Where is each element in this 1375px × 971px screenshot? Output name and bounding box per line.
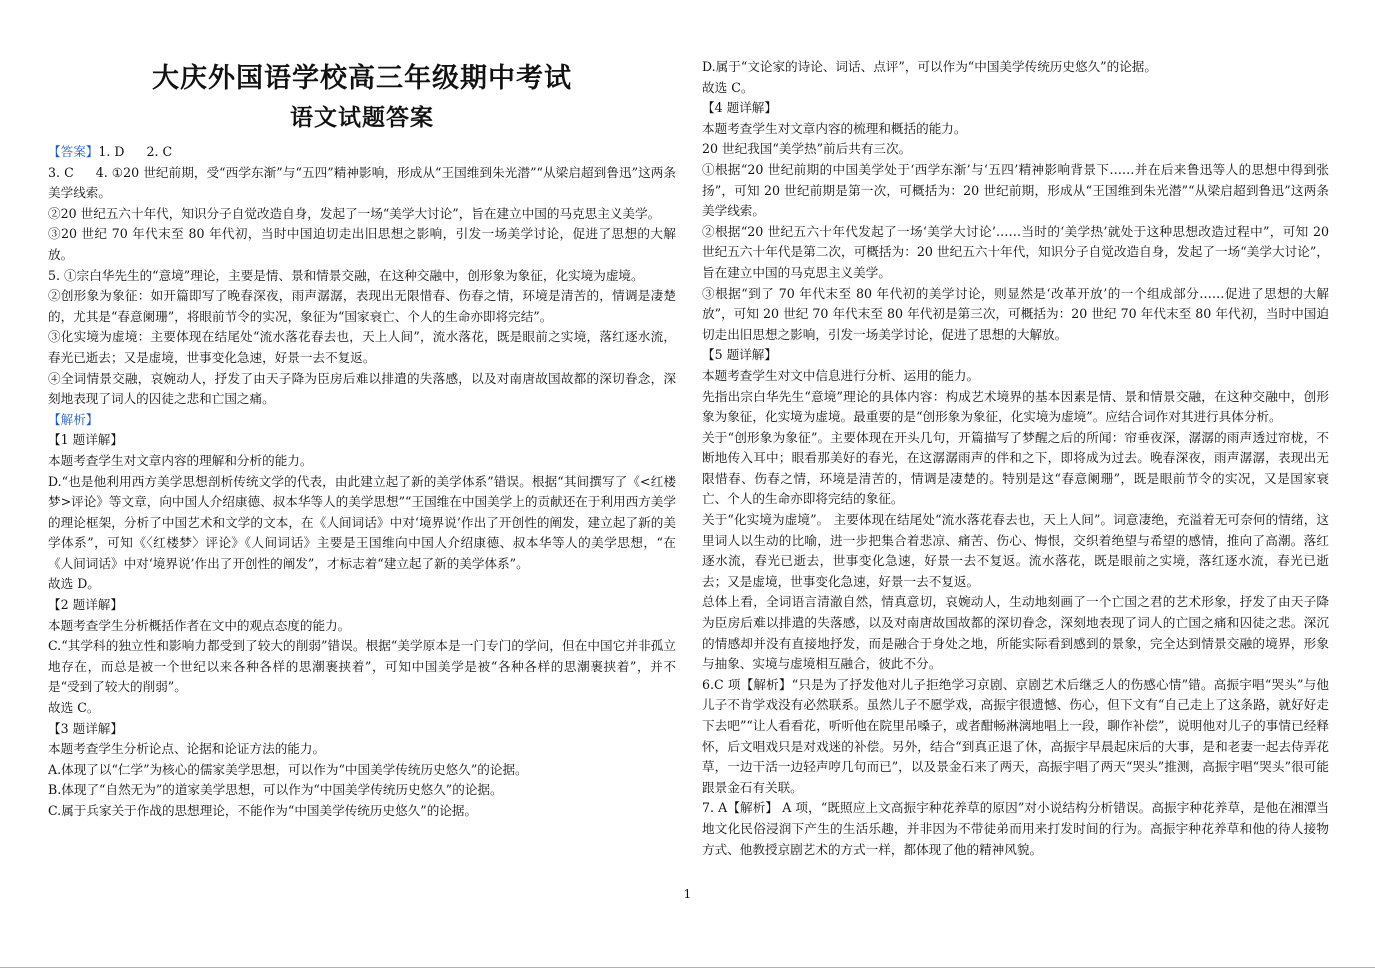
- page-bottom-divider: [0, 967, 1375, 968]
- q6-analysis: 6.C 项【解析】“只是为了抒发他对儿子拒绝学习京剧、京剧艺术后继乏人的伤感心情”错。高振宇唱“哭头”与他儿子不肯学戏没有必然联系。虽然儿子不愿学戏，高振宇很遗憾、伤心，但下文有“自己走上了这条路，就好好走下去吧”“让人看看花，听听他在院里吊嗓子，或者酣畅淋漓地唱上一段，聊作补偿”，说明他对儿子的事情已经释怀，后文唱戏只是对戏迷的补偿。另外，结合“到真正退了休，高振宇早晨起床后的大事，是和老妻一起去侍弄花草，一边干活一边轻声哼几句而已”，以及景金石来了两天，高振宇唱了两天“哭头”推测，高振宇唱“哭头”很可能跟景金石有关联。: [702, 676, 1329, 795]
- q4-heading: 【4 题详解】: [702, 100, 777, 116]
- answer-q5-4: ④全词情景交融，哀婉动人，抒发了由天子降为臣房后难以排遣的失落感，以及对南唐故国故都的深切眷念，深刻地表现了词人的囚徒之悲和亡国之痛。: [48, 370, 676, 407]
- q5-para-5: 总体上看，全词语言清澈自然，情真意切，哀婉动人，生动地刻画了一个亡国之君的艺术形象，抒发了由天子降为臣房后难以排遣的失落感，以及对南唐故国故都的深切眷念，深刻地表现了词人的亡国之痛和囚徒之悲。深沉的情感却并没有直接地抒发，而是融合于身处之地，所能实际看到感到的景象，完全达到情景交融的境界，形象与抽象、实境与虚境相互融合，彼此不分。: [702, 594, 1329, 672]
- right-column: [702, 57, 1329, 860]
- answer-q4-1: 4. ①20 世纪前期，受“西学东渐”与“五四”精神影响，形成从“王国维到朱光潜”“从梁启超到鲁迅”这两条美学线索。: [48, 164, 677, 201]
- page-number: 1: [683, 887, 692, 901]
- q2-heading: 【2 题详解】: [48, 597, 123, 613]
- q3-para-1: 本题考查学生分析论点、论据和论证方法的能力。: [48, 741, 326, 757]
- answer-q5-2: ②创形象为象征：如开篇即写了晚春深夜，雨声潺潺，表现出无限惜春、伤春之情，环境是清苦的，情调是凄楚的，尤其是“春意阑珊”，将眼前节令的实况，象征为“国家衰亡、个人的生命亦即将完结”。: [48, 288, 676, 324]
- answer-q2: 2. C: [146, 144, 173, 159]
- q3-option-c: C.属于兵家关于作战的思想理论，不能作为“中国美学传统历史悠久”的论据。: [48, 803, 478, 818]
- page-subtitle: 语文试题答案: [290, 104, 434, 131]
- q4-para-4: ②根据“20 世纪五六十年代发起了一场‘美学大讨论’……当时的‘美学热’就处于这种思想改造过程中”，可知 20 世纪五六十年代是第二次，可概括为：20 世纪五六十年代，知识分子自觉改造自身，发起了一场“美学大讨论”，旨在建立中国的马克思主义美学。: [702, 223, 1329, 280]
- q4-para-2: 20 世纪我国“美学热”前后共有三次。: [702, 141, 912, 157]
- answer-q4-2: ②20 世纪五六十年代，知识分子自觉改造自身，发起了一场“美学大讨论”，旨在建立中国的马克思主义美学。: [48, 205, 661, 221]
- answer-q3: 3. C: [48, 164, 74, 180]
- q5-para-2: 先指出宗白华先生“意境”理论的具体内容：构成艺术境界的基本因素是情、景和情景交融，在这种交融中，创形象为象征，化实境为虚境。最重要的是“创形象为象征，化实境为虚境”。应结合词作对其进行具体分析。: [702, 388, 1329, 425]
- q3-option-b: B.体现了“自然无为”的道家美学思想，可以作为“中国美学传统历史悠久”的论据。: [48, 782, 503, 798]
- q3-option-d: D.属于“文论家的诗论、词话、点评”，可以作为“中国美学传统历史悠久”的论据。: [702, 59, 1157, 74]
- answer-q4-3: ③20 世纪 70 年代末至 80 年代初，当时中国迫切走出旧思想之影响，引发一场美学讨论，促进了思想的大解放。: [48, 226, 676, 262]
- q3-option-a: A.体现了以“仁学”为核心的儒家美学思想，可以作为“中国美学传统历史悠久”的论据。: [48, 761, 528, 777]
- q7-analysis: 7. A【解析】 A 项，“既照应上文高振宇种花养草的原因”对小说结构分析错误。高振宇种花养草，是他在湘潭当地文化民俗浸润下产生的生活乐趣，并非因为不带徒弟而用来打发时间的行为。高振宇种花养草和他的待人接物方式、他教授京剧艺术的方式一样，都体现了他的精神风貌。: [702, 800, 1329, 857]
- q4-para-1: 本题考查学生对文章内容的梳理和概括的能力。: [702, 120, 967, 136]
- answer-q5-1: 5. ①宗白华先生的“意境”理论，主要是情、景和情景交融，在这种交融中，创形象为象征，化实境为虚境。: [48, 267, 644, 283]
- q2-para-3: 故选 C。: [48, 700, 100, 716]
- page-title: 大庆外国语学校高三年级期中考试: [152, 63, 572, 94]
- q5-para-3: 关于“创形象为象征”。主要体现在开头几句，开篇描写了梦醒之后的所闻：帘垂夜深，潺潺的雨声透过帘栊，不断地传入耳中；眼看那美好的春光，在这潺潺雨声的伴和之下，即将成为过去。晚春深夜，雨声潺潺，表现出无限惜春、伤春之情，环境是清苦的，情调是凄楚的。特别是这“春意阑珊”，既是眼前节令的实况，又是国家衰亡、个人的生命亦即将完结的象征。: [702, 429, 1329, 507]
- q1-heading: 【1 题详解】: [48, 432, 123, 448]
- q2-para-1: 本题考查学生分析概括作者在文中的观点态度的能力。: [48, 617, 351, 633]
- q4-para-3: ①根据“20 世纪前期的中国美学处于‘西学东渐’与‘五四’精神影响背景下……并在后来鲁迅等人的思想中得到张扬”，可知 20 世纪前期是第一次，可概括为：20 世纪前期，形成从“王国维到朱光潜”“从梁启超到鲁迅”这两条美学线索。: [702, 161, 1329, 219]
- answer-q3-q4: [48, 163, 676, 204]
- answer-line-1: [48, 142, 676, 163]
- left-column: [48, 142, 676, 822]
- q5-para-1: 本题考查学生对文中信息进行分析、运用的能力。: [702, 367, 980, 383]
- q1-para-1: 本题考查学生对文章内容的理解和分析的能力。: [48, 452, 313, 468]
- analysis-tag: 【解析】: [48, 411, 99, 427]
- q2-para-2: C.“其学科的独立性和影响力都受到了较大的削弱”错误。根据“美学原本是一门专门的学问，但在中国它并非孤立地存在，而总是被一个世纪以来各种各样的思潮裹挟着”，可知中国美学是被“各种各样的思潮裹挟着”，并不是“受到了较大的削弱”。: [48, 638, 676, 695]
- q3-heading: 【3 题详解】: [48, 720, 123, 736]
- q1-para-3: 故选 D。: [48, 576, 100, 592]
- q5-para-4: 关于“化实境为虚境”。 主要体现在结尾处“流水落花春去也，天上人间”。词意凄绝，充溢着无可奈何的情绪，这里词人以生动的比喻，进一步把集合着悲凉、痛苦、伤心、悔恨，交织着绝望与希望的感情，推向了高潮。落红逐水流，春光已逝去，世事变化急速，好景一去不复返。流水落花，既是眼前之实境，落红逐水流，春光已逝去；又是虚境，世事变化急速，好景一去不复返。: [702, 512, 1329, 589]
- q3-conclusion: 故选 C。: [702, 79, 754, 95]
- q5-heading: 【5 题详解】: [702, 347, 777, 363]
- answer-q5-3: ③化实境为虚境：主要体现在结尾处“流水落花春去也，天上人间”，流水落花，既是眼前之实境，落红逐水流，春光已逝去；又是虚境，世事变化急速，好景一去不复返。: [48, 329, 676, 365]
- answer-tag: 【答案】: [48, 144, 99, 159]
- q1-para-2: D.“也是他利用西方美学思想剖析传统文学的代表，由此建立起了新的美学体系”错误。根据“其间撰写了《<红楼梦>评论》等文章，向中国人介绍康德、叔本华等人的美学思想”“王国维在中国美学上的贡献还在于利用西方美学的理论框架，分析了中国艺术和文学的文本，在《人间词话》中对‘境界说’作出了开创性的阐发，建立起了新的美学体系”，可知《〈红楼梦〉评论》《人间词话》主要是王国维向中国人介绍康德、叔本华等人的美学思想，“在《人间词话》中对‘境界说’作出了开创性的阐发”，才标志着“建立起了新的美学体系”。: [48, 473, 676, 571]
- answer-q1: 1. D: [98, 144, 125, 159]
- q4-para-5: ③根据“到了 70 年代末至 80 年代初的美学讨论，则显然是‘改革开放’的一个组成部分……促进了思想的大解放”，可知 20 世纪 70 年代末至 80 年代初是第三次，可概括为：20 世纪 70 年代末至 80 年代初，当时中国迫切走出旧思想之影响，引发一场美学讨论，促进了思想的大解放。: [702, 285, 1329, 342]
